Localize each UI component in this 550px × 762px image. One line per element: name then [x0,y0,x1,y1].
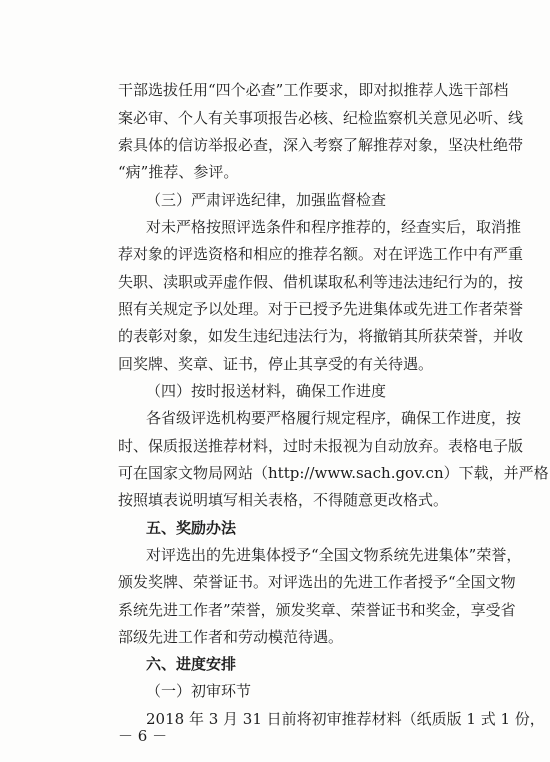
body-text-line: 案必审、个人有关事项报告必核、纪检监察机关意见必听、线 [118,109,524,127]
body-text-line: 2018 年 3 月 31 日前将初审推荐材料（纸质版 1 式 1 份， [146,710,545,728]
body-text-line: 颁发奖牌、荣誉证书。对评选出的先进工作者授予“全国文物 [118,573,516,591]
body-text-line: 时、保质报送推荐材料，过时未报视为自动放弃。表格电子版 [118,437,524,455]
body-text-line: 照有关规定予以处理。对于已授予先进集体或先进工作者荣誉 [118,300,524,318]
body-text-line: “病”推荐、参评。 [118,163,239,181]
body-text-line: 回奖牌、奖章、证书，停止其享受的有关待遇。 [118,355,434,373]
section-heading: 五、奖励办法 [146,519,237,537]
body-text-line: 系统先进工作者”荣誉，颁发奖章、荣誉证书和奖金，享受省 [118,601,516,619]
page-number: － 6 － [118,727,168,745]
body-text-line: 干部选拔任用“四个必查”工作要求，即对拟推荐人选干部档 [118,81,509,99]
body-text-line: 部级先进工作者和劳动模范待遇。 [118,628,344,646]
body-text-line: 可在国家文物局网站（http://www.sach.gov.cn）下载，并严格 [118,464,549,482]
body-text-line: 各省级评选机构要严格履行规定程序，确保工作进度，按 [146,409,522,427]
body-text-line: 按照填表说明填写相关表格，不得随意更改格式。 [118,491,449,509]
body-text-line: 索具体的信访举报必查，深入考察了解推荐对象，坚决杜绝带 [118,136,524,154]
body-text-line: 的表彰对象，如发生违纪违法行为，将撤销其所获荣誉，并收 [118,327,524,345]
body-text-line: 对评选出的先进集体授予“全国文物系统先进集体”荣誉， [146,546,522,564]
subsection-heading: （一）初审环节 [146,682,252,700]
body-text-line: 荐对象的评选资格和相应的推荐名额。对在评选工作中有严重 [118,245,524,263]
body-text-line: 失职、渎职或弄虚作假、借机谋取私利等违法违纪行为的，按 [118,273,524,291]
body-text-line: 对未严格按照评选条件和程序推荐的，经查实后，取消推 [146,218,522,236]
subsection-heading: （四）按时报送材料，确保工作进度 [146,382,387,400]
section-heading: 六、进度安排 [146,655,237,673]
subsection-heading: （三）严肃评选纪律，加强监督检查 [146,191,387,209]
